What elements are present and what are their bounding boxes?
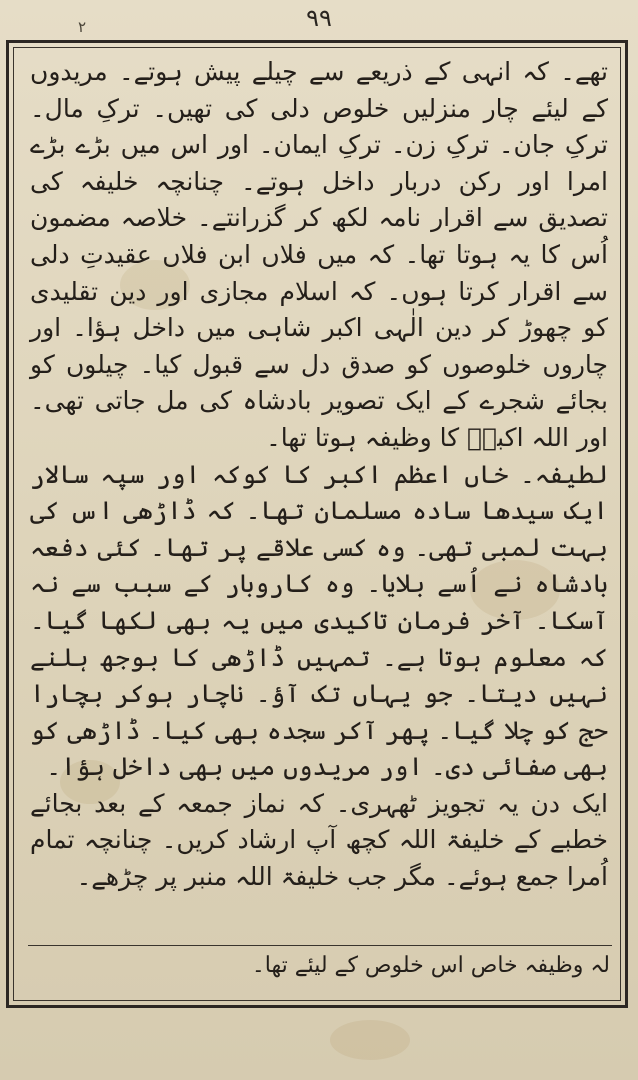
paragraph: تھے۔ کہ انہی کے ذریعے سے چیلے پیش ہوتے۔ مریدوں کے لیئے چار منزلیں خلوص دلی کی تھیں۔ ترکِ مال۔ ترکِ جان۔ ترکِ زن۔ ترکِ ایمان۔ اور اس میں بڑے بڑے امرا اور رکن دربار داخل ہوتے۔ چنانچہ خلیفہ کی تصدیق سے اقرار نامہ لکھ کر گزرانتے۔ خلاصہ مضمون اُس کا یہ ہوتا تھا۔ کہ میں فلاں ابن فلاں عقیدتِ دلی سے اقرار کرتا ہوں۔ کہ اسلام مجازی اور دین تقلیدی کو چھوڑ کر دین الٰہی اکبر شاہی میں داخل ہؤا۔ اور چاروں خلوصوں کو صدق دل سے قبول کیا۔ چیلوں کو بجائے شجرے کے ایک تصویر بادشاہ کی مل جاتی تھی۔ اور اللہ اکبرؔ کا وظیفہ ہوتا تھا۔ <box>30 57 608 452</box>
page-number: ۹۹ <box>306 4 332 32</box>
footnote-separator <box>28 945 612 946</box>
main-text <box>30 54 608 896</box>
paper-stain <box>330 1020 410 1060</box>
footnote: لہ وظیفہ خاص اس خلوص کے لیئے تھا۔ <box>251 953 610 978</box>
paragraph: لطیفہ۔ خاں اعظم اکبر کا کوکہ اور سپہ سالار ایک سیدھا سادہ مسلمان تھا۔ کہ ڈاڑھی اس کی بہت لمبی تھی۔ وہ کسی علاقے پر تھا۔ کئی دفعہ بادشاہ نے اُسے بلایا۔ وہ کاروبار کے سبب سے نہ آسکا۔ آخر فرمان تاکیدی میں یہ بھی لکھا گیا۔ کہ معلوم ہوتا ہے۔ تمہیں ڈاڑھی کا بوجھ ہلنے نہیں دیتا۔ جو یہاں تک آؤ۔ ناچار ہوکر بچارا حج کو چلا گیا۔ پھر آکر سجدہ بھی کیا۔ ڈاڑھی کو بھی صفائی دی۔ اور مریدوں میں بھی داخل ہؤا۔ <box>30 459 608 782</box>
paragraph: ایک دن یہ تجویز ٹھہری۔ کہ نماز جمعہ کے بعد بجائے خطبے کے خلیفۃ اللہ کچھ آپ ارشاد کریں۔ چنانچہ تمام اُمرا جمع ہوئے۔ مگر جب خلیفۃ اللہ منبر پر چڑھے۔ <box>30 788 608 892</box>
corner-mark: ۲ <box>78 18 87 36</box>
